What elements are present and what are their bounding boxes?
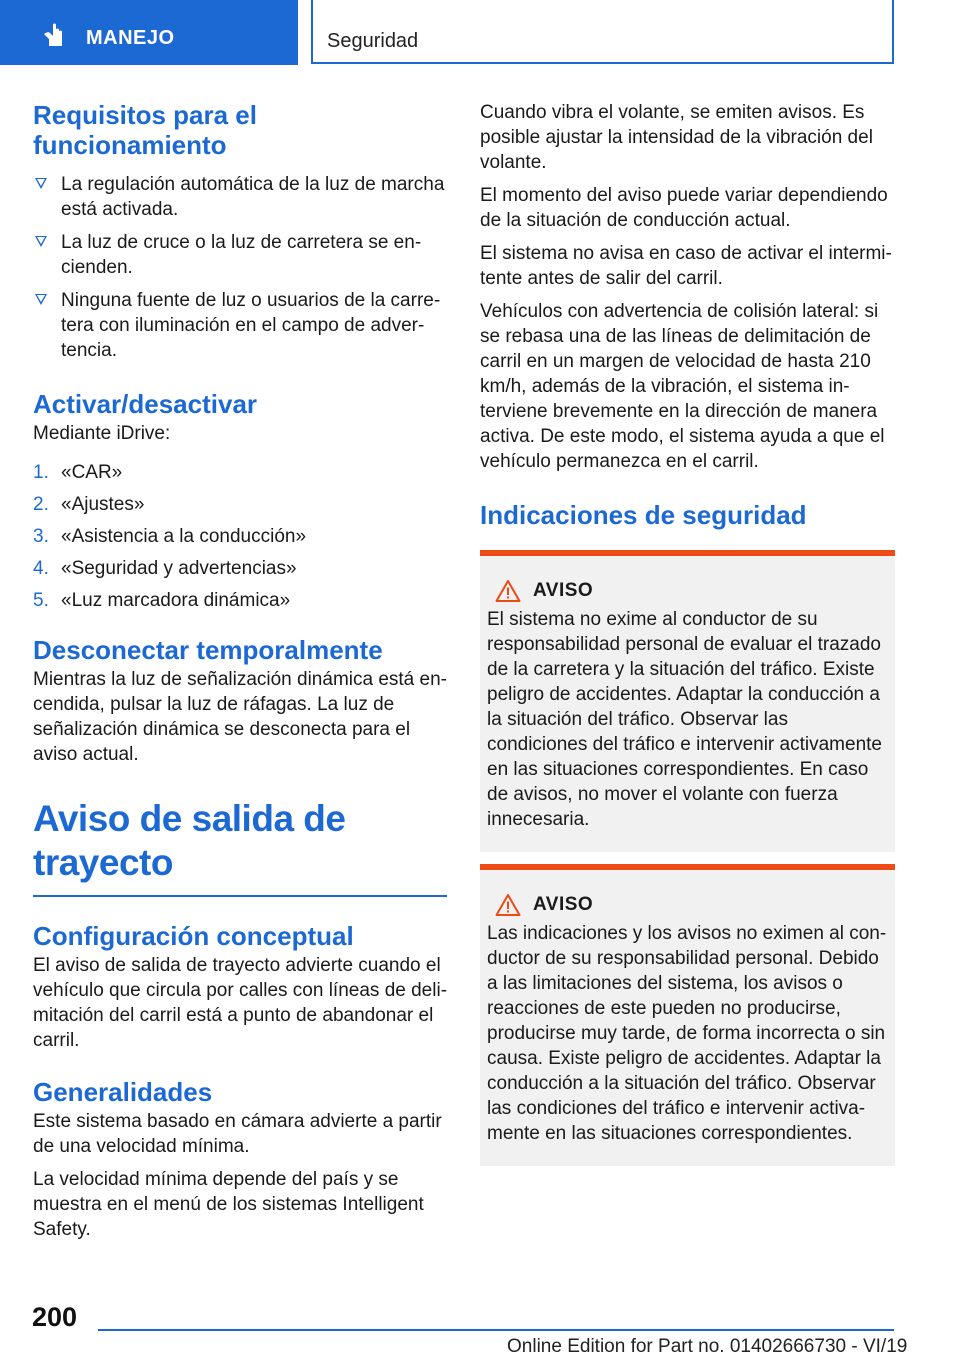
- right-p2: El momento del aviso puede variar dependiendo de la situación de conducción actual.: [480, 185, 888, 231]
- config-heading: Configuración conceptual: [33, 921, 354, 951]
- list-item: La regulación automática de la luz de marcha está activada.: [33, 172, 447, 222]
- warning-triangle-icon: [495, 579, 521, 603]
- list-item: 4. «Seguridad y advertencias»: [33, 558, 297, 579]
- general-p1: Este sistema basado en cámara advierte a partir de una velocidad mínima.: [33, 1111, 442, 1157]
- list-item: 5. «Luz marcadora dinámica»: [33, 590, 291, 611]
- warning-header: [487, 892, 887, 917]
- indicaciones-heading: Indicaciones de seguridad: [480, 500, 807, 530]
- warning-triangle-icon: [495, 893, 521, 917]
- left-column: [33, 100, 447, 1250]
- warning-text: El sistema no exime al conductor de su responsabilidad personal de evaluar el trazado de la carretera y la situación del tráfico. Existe peligro de accidentes. Adaptar la conducción a la situación del tráfico. Observar las condiciones del tráfico e intervenir activamente en las situaciones correspondientes. En caso de avisos, no mover el volante con fuerza innecesaria.: [487, 609, 882, 830]
- footer-edition: Online Edition for Part no. 01402666730 - VI/19: [507, 1336, 908, 1357]
- section-title: Seguridad: [327, 30, 419, 52]
- desconectar-heading: Desconectar temporalmente: [33, 635, 383, 665]
- requisitos-heading: Requisitos para el funcionamiento: [33, 100, 257, 160]
- warning-box: [480, 864, 895, 1166]
- list-item: Ninguna fuente de luz o usuarios de la carretera con iluminación en el campo de advertencia.: [33, 288, 447, 363]
- right-p3: El sistema no avisa en caso de activar el intermitente antes de salir del carril.: [480, 243, 892, 289]
- chapter-tab[interactable]: [0, 0, 298, 65]
- general-p2: La velocidad mínima depende del país y se muestra en el menú de los sistemas Intelligent Safety.: [33, 1169, 424, 1240]
- section-header: [311, 0, 894, 64]
- activar-heading: Activar/desactivar: [33, 389, 258, 419]
- list-item: 3. «Asistencia a la conducción»: [33, 526, 307, 547]
- requisitos-list: [33, 172, 447, 363]
- desconectar-text: Mientras la luz de señalización dinámica está encendida, pulsar la luz de ráfagas. La luz de señalización dinámica se desconecta para el aviso actual.: [33, 669, 447, 765]
- right-p4: Vehículos con advertencia de colisión lateral: si se rebasa una de las líneas de delimitación de carril en un margen de velocidad de hasta 210 km/h, además de la vibración, el sistema interviene brevemente en la dirección de manera activa. De este modo, el sistema ayuda a que el vehículo permanezca en el carril.: [480, 301, 885, 472]
- hand-steering-icon: [40, 22, 66, 48]
- page-number: 200: [32, 1302, 78, 1332]
- config-text: El aviso de salida de trayecto advierte cuando el vehículo que circula por calles con líneas de delimitación del carril está a punto de abandonar el carril.: [33, 955, 448, 1051]
- list-item: 2. «Ajustes»: [33, 494, 145, 515]
- chapter-tab-label: MANEJO: [86, 27, 175, 49]
- list-item: La luz de cruce o la luz de carretera se encienden.: [33, 230, 447, 280]
- activar-intro: Mediante iDrive:: [33, 423, 171, 444]
- warning-box: [480, 550, 895, 852]
- warning-title: AVISO: [533, 580, 594, 601]
- general-heading: Generalidades: [33, 1077, 213, 1107]
- warning-title: AVISO: [533, 894, 594, 915]
- list-item: 1. «CAR»: [33, 462, 123, 483]
- footer-rule: [98, 1329, 894, 1331]
- warning-header: [487, 578, 887, 603]
- right-column: [480, 100, 895, 1166]
- warning-text: Las indicaciones y los avisos no eximen al conductor de su responsabilidad personal. Debido a las limitaciones del sistema, los avisos o reacciones de este pueden no producirse, producirse muy tarde, de forma incorrecta o sin causa. Existe peligro de accidentes. Adaptar la conducción a la situación del tráfico. Observar las condiciones del tráfico e intervenir activamente en las situaciones correspondientes.: [487, 923, 887, 1144]
- main-title: Aviso de salida de trayecto: [33, 797, 447, 897]
- right-p1: Cuando vibra el volante, se emiten avisos. Es posible ajustar la intensidad de la vibración del volante.: [480, 102, 873, 173]
- activar-steps: [33, 460, 447, 613]
- triangle-bullet-icon: [35, 294, 47, 305]
- triangle-bullet-icon: [35, 236, 47, 247]
- triangle-bullet-icon: [35, 178, 47, 189]
